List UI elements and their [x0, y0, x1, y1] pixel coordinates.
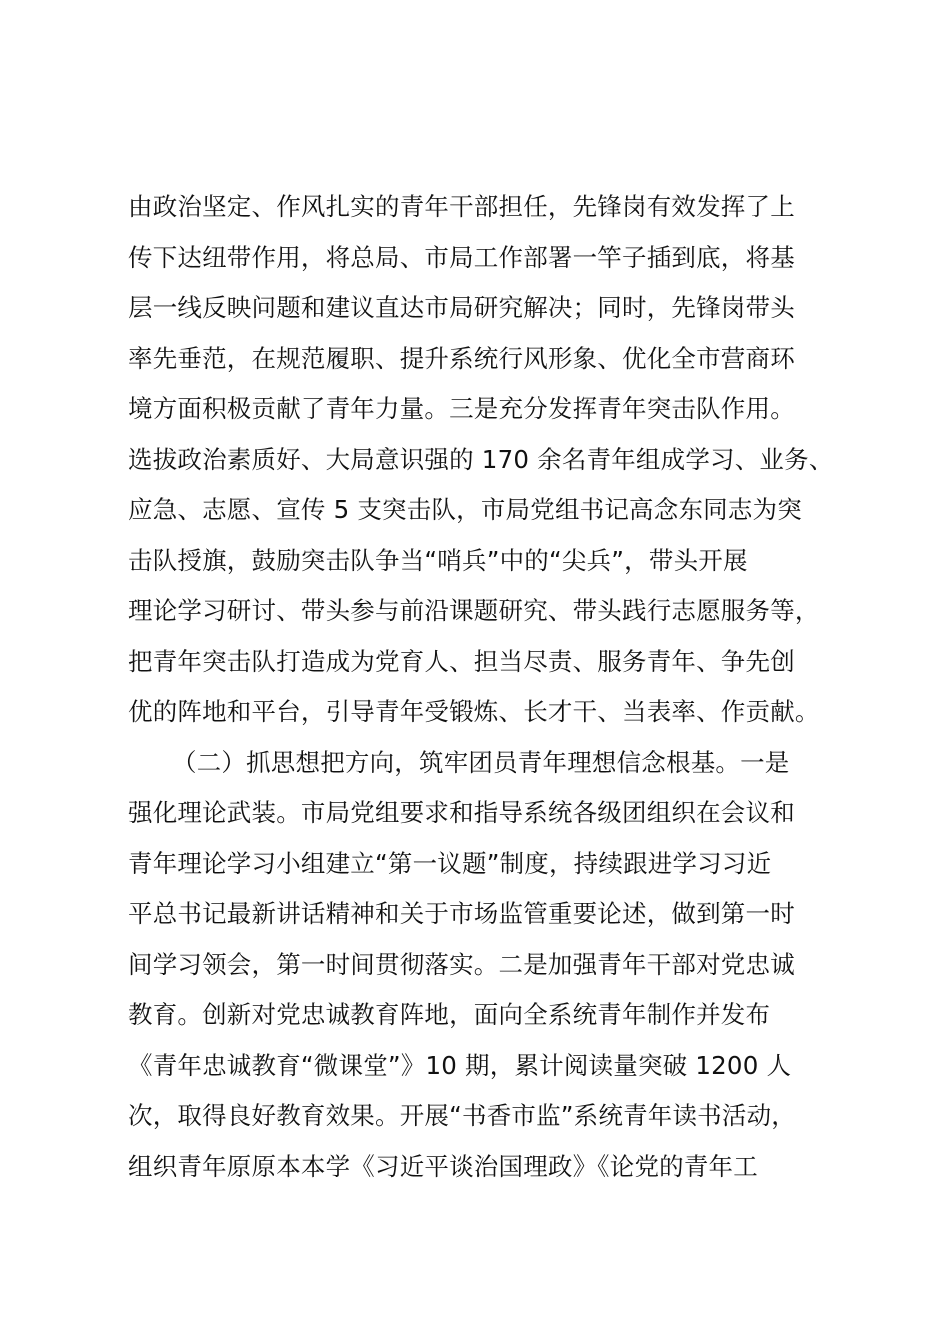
text-line: 次，取得良好教育效果。开展“书香市监”系统青年读书活动， [128, 1101, 796, 1130]
text-line: 选拔政治素质好、大局意识强的 170 余名青年组成学习、业务、 [128, 444, 834, 474]
text-line: 间学习领会，第一时间贯彻落实。二是加强青年干部对党忠诚 [128, 949, 795, 979]
section-heading-line: （二）抓思想把方向，筑牢团员青年理想信念根基。一是 [172, 747, 790, 777]
text-line: 传下达纽带作用，将总局、市局工作部署一竿子插到底，将基 [128, 242, 795, 272]
body-text [128, 182, 858, 1192]
text-line: 击队授旗，鼓励突击队争当“哨兵”中的“尖兵”，带头开展 [128, 545, 748, 575]
text-line: 组织青年原原本本学《习近平谈治国理政》《论党的青年工 [128, 1151, 758, 1181]
text-line: 青年理论学习小组建立“第一议题”制度，持续跟进学习习近 [128, 848, 772, 878]
text-line: 平总书记最新讲话精神和关于市场监管重要论述，做到第一时 [128, 899, 795, 928]
text-line: 把青年突击队打造成为党育人、担当尽责、服务青年、争先创 [128, 646, 795, 676]
text-line: 强化理论武装。市局党组要求和指导系统各级团组织在会议和 [128, 798, 795, 827]
text-line: 率先垂范，在规范履职、提升系统行风形象、优化全市营商环 [128, 343, 795, 373]
text-line: 教育。创新对党忠诚教育阵地，面向全系统青年制作并发布 [128, 1000, 771, 1029]
text-line: 应急、志愿、宣传 5 支突击队，市局党组书记高念东同志为突 [128, 495, 802, 524]
text-line: 由政治坚定、作风扎实的青年干部担任，先锋岗有效发挥了上 [128, 192, 795, 221]
text-line: 境方面积极贡献了青年力量。三是充分发挥青年突击队作用。 [128, 394, 795, 423]
text-line: 层一线反映问题和建议直达市局研究解决；同时，先锋岗带头 [128, 293, 795, 322]
text-line: 理论学习研讨、带头参与前沿课题研究、带头践行志愿服务等， [128, 596, 820, 625]
text-line: 《青年忠诚教育“微课堂”》10 期，累计阅读量突破 1200 人 [128, 1050, 792, 1080]
text-line: 优的阵地和平台，引导青年受锻炼、长才干、当表率、作贡献。 [128, 697, 820, 726]
